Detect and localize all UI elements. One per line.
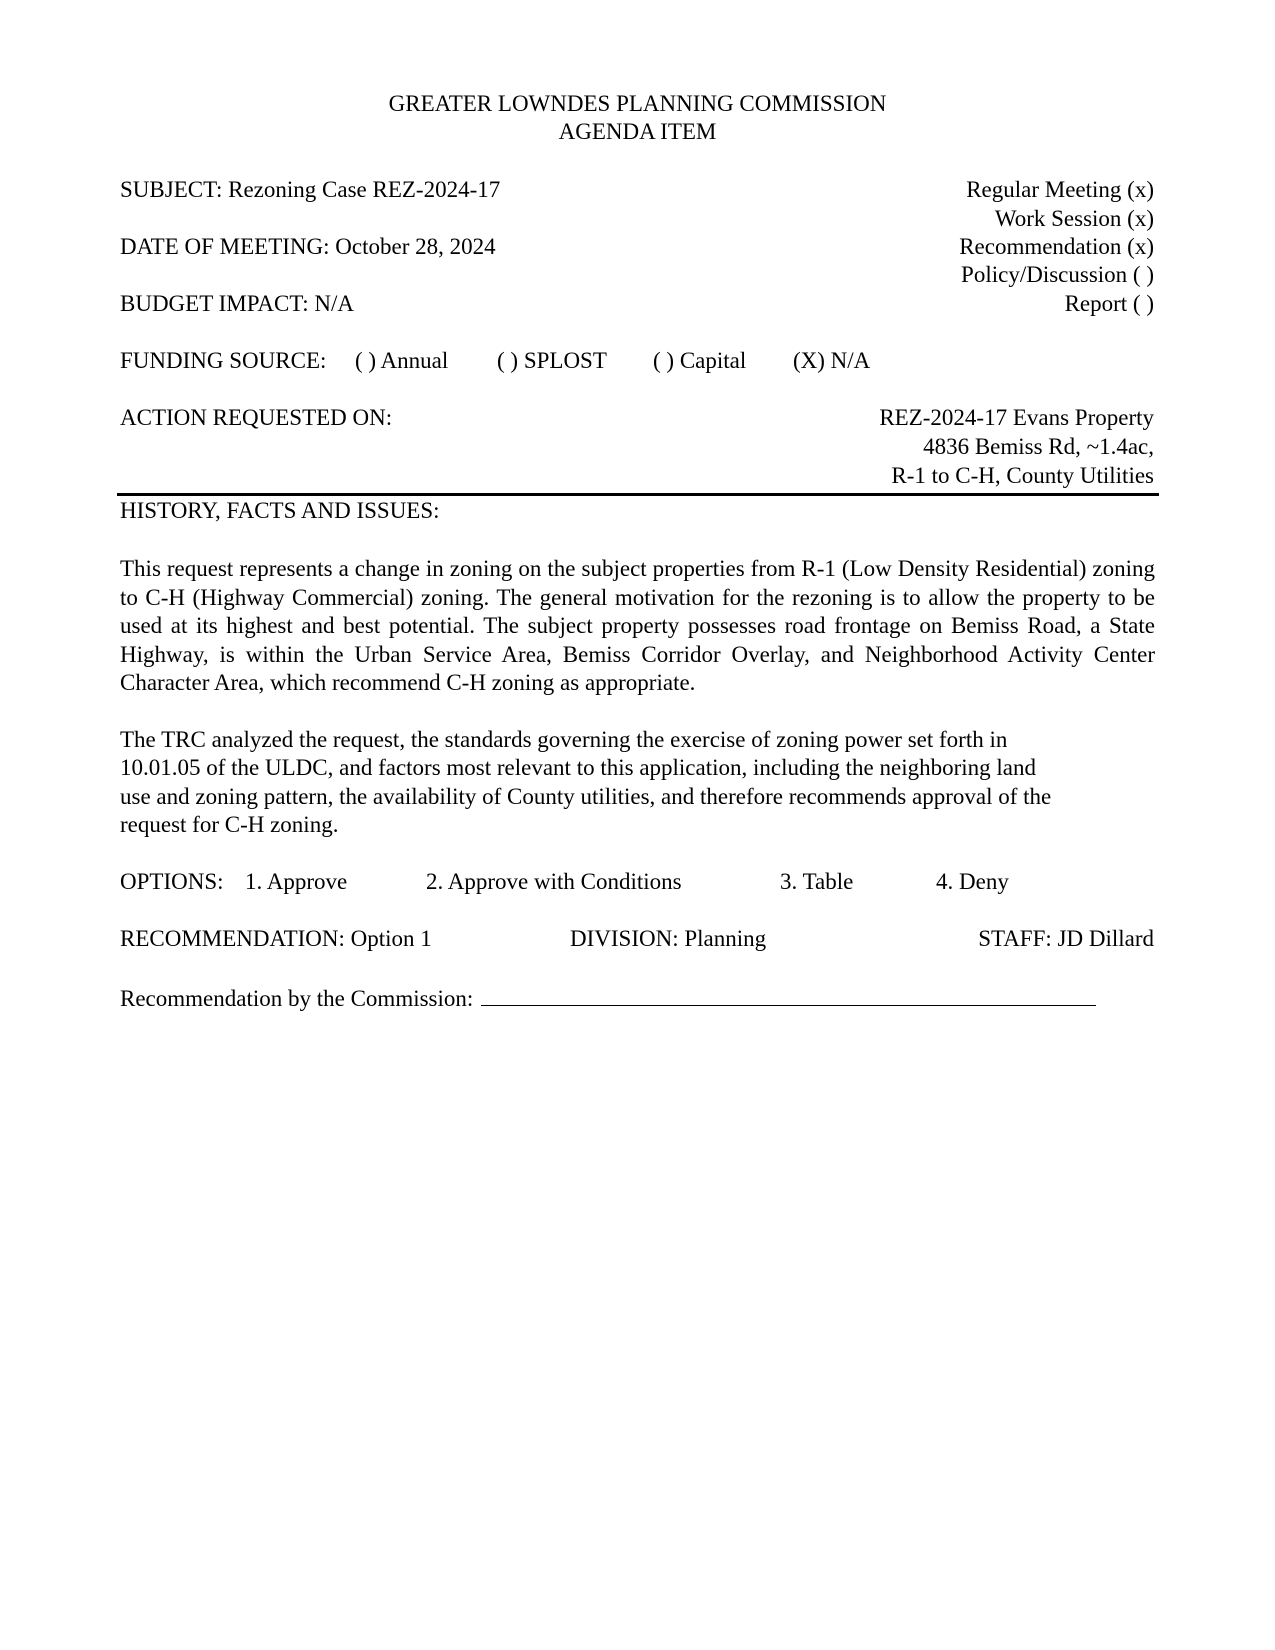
section-divider bbox=[117, 493, 1159, 496]
meeting-type-report: Report ( ) bbox=[1064, 291, 1154, 316]
recommendation-field: RECOMMENDATION: Option 1 bbox=[120, 926, 432, 951]
options-label: OPTIONS: bbox=[120, 869, 224, 894]
commission-recommendation-row bbox=[120, 985, 1096, 1013]
document-title: GREATER LOWNDES PLANNING COMMISSION bbox=[388, 91, 887, 116]
meeting-type-policy: Policy/Discussion ( ) bbox=[961, 262, 1154, 287]
action-line-2: 4836 Bemiss Rd, ~1.4ac, bbox=[923, 434, 1154, 459]
action-requested-label: ACTION REQUESTED ON: bbox=[120, 405, 393, 430]
history-paragraph-2-line-1: The TRC analyzed the request, the standards governing the exercise of zoning power set forth in bbox=[120, 727, 1008, 752]
funding-option-annual: ( ) Annual bbox=[355, 348, 449, 373]
funding-option-splost: ( ) SPLOST bbox=[497, 348, 607, 373]
commission-recommendation-label: Recommendation by the Commission: bbox=[120, 986, 474, 1011]
history-paragraph-1: This request represents a change in zoning on the subject properties from R-1 (Low Density Residential) zoning to C-H (Highway Commercial) zoning. The general motivation for the rezoning is to allow the property to be used at its highest and best potential. The subject property possesses road frontage on Bemiss Road, a State Highway, is within the Urban Service Area, Bemiss Corridor Overlay, and Neighborhood Activity Center Character Area, which recommend C-H zoning as appropriate. bbox=[120, 556, 1155, 695]
history-paragraph-2-line-2: 10.01.05 of the ULDC, and factors most relevant to this application, including the neighboring land bbox=[120, 755, 1036, 780]
history-heading: HISTORY, FACTS AND ISSUES: bbox=[120, 498, 440, 523]
meeting-type-work-session: Work Session (x) bbox=[994, 206, 1154, 231]
meeting-type-regular: Regular Meeting (x) bbox=[966, 177, 1154, 202]
funding-source-label: FUNDING SOURCE: bbox=[120, 348, 327, 373]
history-paragraph-2-line-4: request for C-H zoning. bbox=[120, 812, 339, 837]
date-of-meeting-field: DATE OF MEETING: October 28, 2024 bbox=[120, 234, 496, 259]
commission-recommendation-blank bbox=[481, 985, 1096, 1006]
division-field: DIVISION: Planning bbox=[570, 926, 767, 951]
action-line-3: R-1 to C-H, County Utilities bbox=[891, 463, 1154, 488]
option-deny: 4. Deny bbox=[936, 869, 1009, 894]
staff-field: STAFF: JD Dillard bbox=[978, 926, 1154, 951]
funding-option-na: (X) N/A bbox=[793, 348, 871, 373]
meeting-type-recommendation: Recommendation (x) bbox=[959, 234, 1154, 259]
funding-option-capital: ( ) Capital bbox=[653, 348, 747, 373]
budget-impact-field: BUDGET IMPACT: N/A bbox=[120, 291, 354, 316]
option-table: 3. Table bbox=[780, 869, 854, 894]
document-subtitle: AGENDA ITEM bbox=[558, 119, 717, 144]
history-paragraph-2-line-3: use and zoning pattern, the availability of County utilities, and therefore recommends approval of the bbox=[120, 784, 1052, 809]
option-approve-with-conditions: 2. Approve with Conditions bbox=[426, 869, 682, 894]
option-approve: 1. Approve bbox=[245, 869, 348, 894]
action-line-1: REZ-2024-17 Evans Property bbox=[879, 405, 1154, 430]
subject-field: SUBJECT: Rezoning Case REZ-2024-17 bbox=[120, 177, 501, 202]
